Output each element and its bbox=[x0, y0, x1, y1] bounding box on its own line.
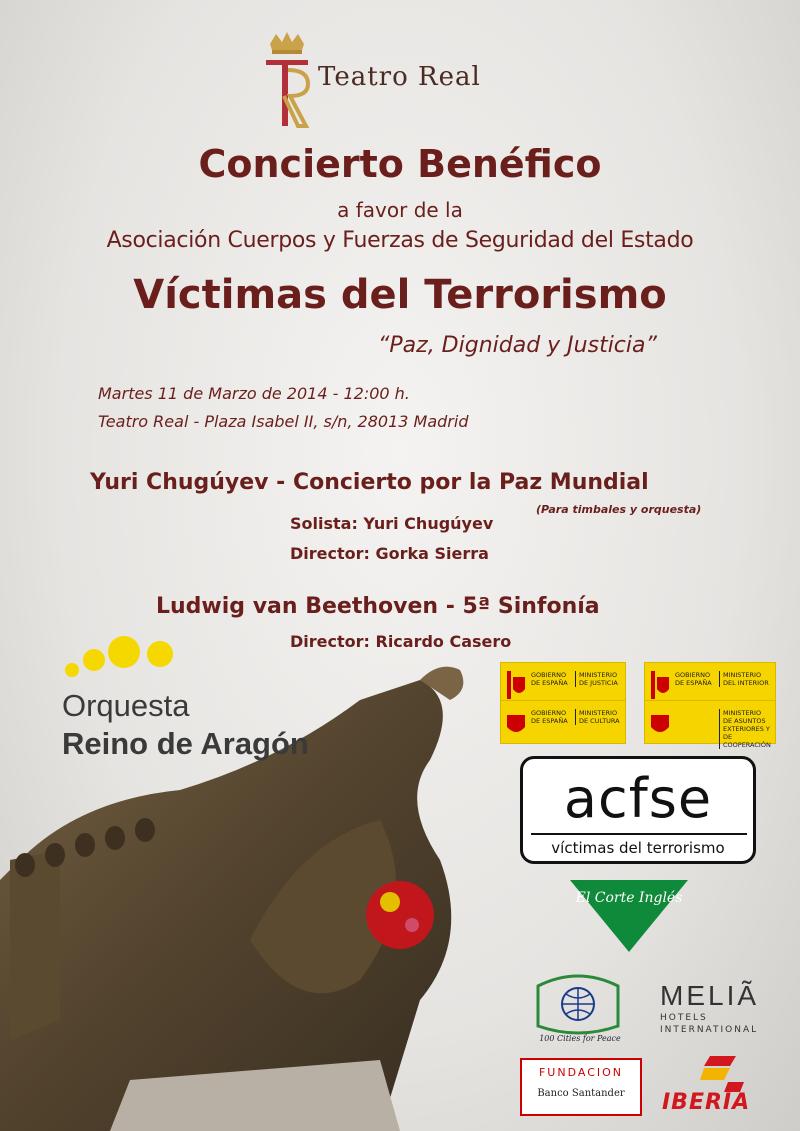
teatro-real-logo-icon bbox=[262, 30, 312, 132]
svg-text:El Corte Inglés: El Corte Inglés bbox=[575, 890, 683, 906]
coat-of-arms-icon bbox=[649, 671, 671, 699]
event-subtitle-1: a favor de la bbox=[337, 198, 463, 222]
acfse-wordmark: acfse bbox=[563, 767, 713, 830]
acfse-divider bbox=[531, 833, 747, 835]
melia-subtitle: HOTELS INTERNATIONAL bbox=[660, 1013, 759, 1035]
program-work-1-soloist: Solista: Yuri Chugúyev bbox=[290, 514, 494, 533]
event-subtitle-3: Víctimas del Terrorismo bbox=[133, 272, 667, 318]
program-work-1-director: Director: Gorka Sierra bbox=[290, 544, 489, 563]
gov-logo-cultura: GOBIERNO DE ESPAÑA MINISTERIO DE CULTURA bbox=[500, 700, 626, 744]
fundacion-label: FUNDACION bbox=[538, 1066, 624, 1079]
event-subtitle-2: Asociación Cuerpos y Fuerzas de Seguridad del Estado bbox=[106, 228, 694, 253]
program-work-2: Ludwig van Beethoven - 5ª Sinfonía bbox=[156, 594, 600, 619]
melia-logo: MELIÃ bbox=[660, 980, 760, 1011]
gov-logo-exteriores: MINISTERIO DE ASUNTOS EXTERIORES Y DE COOPERACIÓN bbox=[644, 700, 776, 744]
coat-of-arms-icon bbox=[505, 709, 527, 737]
event-date: Martes 11 de Marzo de 2014 - 12:00 h. bbox=[98, 384, 410, 403]
program-work-2-director: Director: Ricardo Casero bbox=[290, 632, 512, 651]
program-work-1: Yuri Chugúyev - Concierto por la Paz Mundial bbox=[90, 470, 649, 495]
event-title: Concierto Benéfico bbox=[198, 142, 602, 186]
acfse-logo bbox=[520, 756, 756, 864]
orchestra-name-2: Reino de Aragón bbox=[62, 726, 309, 761]
cities-for-peace-label: 100 Cities for Peace bbox=[539, 1034, 621, 1043]
gov-logo-interior: GOBIERNO DE ESPAÑA MINISTERIO DEL INTERIOR bbox=[644, 662, 776, 706]
iberia-wordmark: IBERIA bbox=[662, 1090, 751, 1115]
event-venue: Teatro Real - Plaza Isabel II, s/n, 28013 Madrid bbox=[98, 412, 469, 431]
brand-name: Teatro Real bbox=[318, 62, 481, 92]
el-corte-ingles-logo-icon bbox=[560, 878, 698, 954]
orchestra-name-1: Orquesta bbox=[62, 688, 190, 723]
iberia-logo-icon bbox=[700, 1056, 744, 1094]
acfse-subtitle: víctimas del terrorismo bbox=[551, 839, 725, 857]
orchestra-logo-icon bbox=[64, 630, 184, 680]
program-work-1-note: (Para timbales y orquesta) bbox=[536, 503, 702, 516]
coat-of-arms-icon bbox=[505, 671, 527, 699]
coat-of-arms-icon bbox=[649, 709, 671, 737]
motto: “Paz, Dignidad y Justicia” bbox=[378, 333, 657, 358]
fundacion-santander-logo bbox=[520, 1058, 642, 1116]
gov-logo-justicia: GOBIERNO DE ESPAÑA MINISTERIO DE JUSTICIA bbox=[500, 662, 626, 706]
banco-santander-label: Banco Santander bbox=[537, 1088, 625, 1099]
